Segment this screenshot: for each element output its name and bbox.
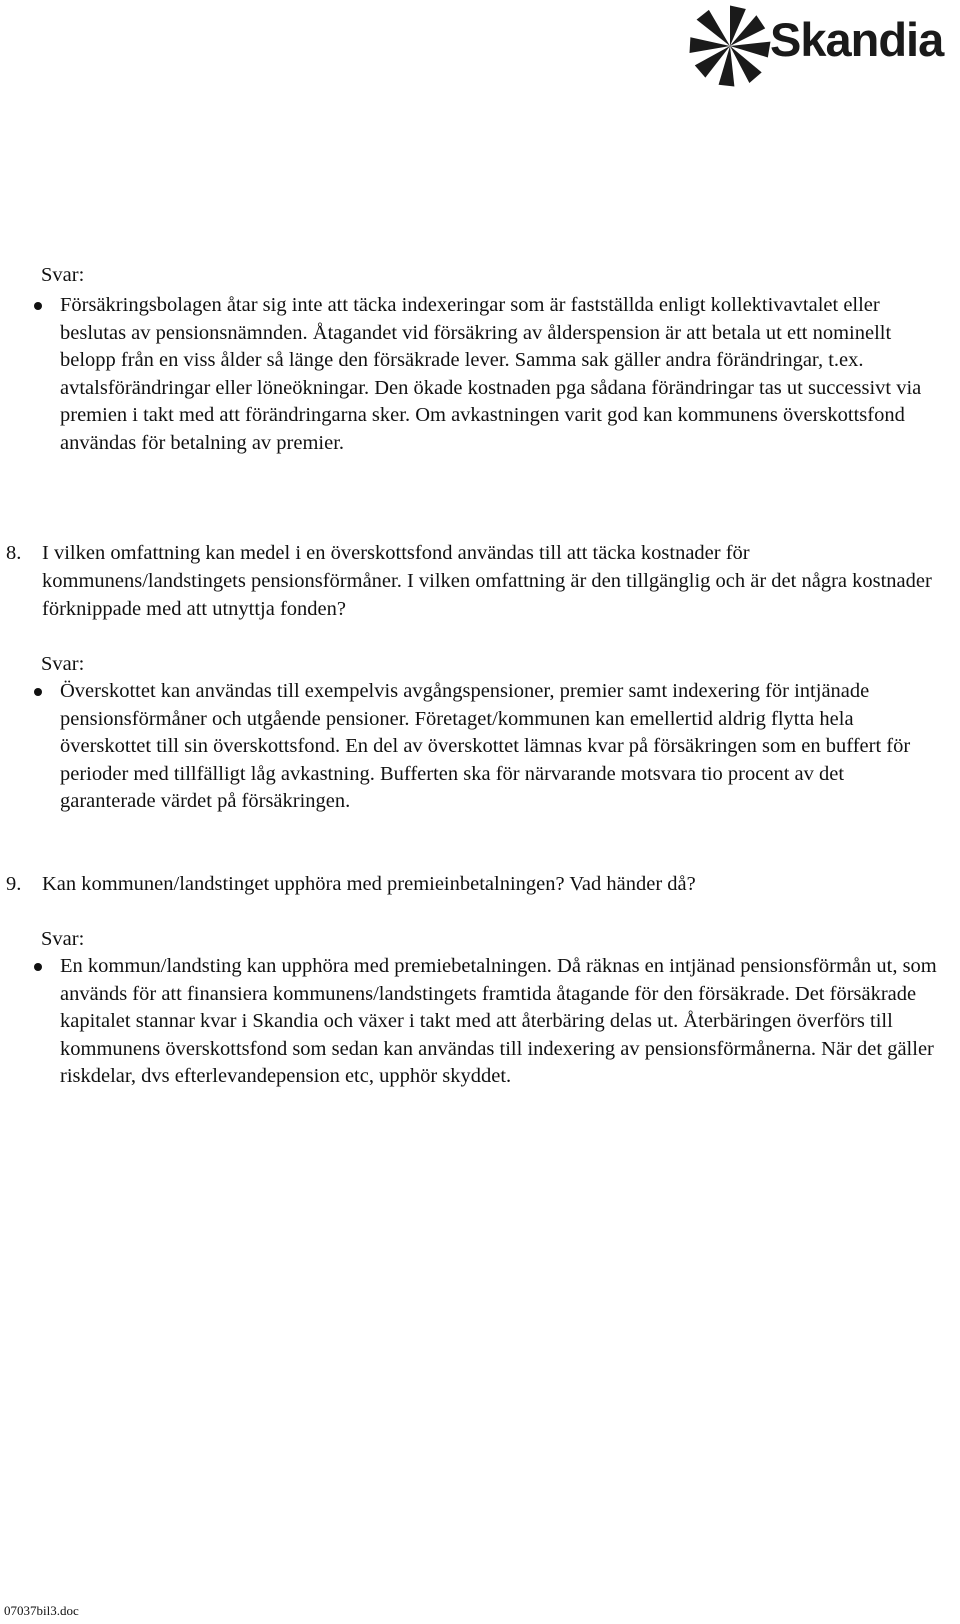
footer-filename: 07037bil3.doc [4, 1603, 79, 1618]
question-number: 8. [6, 542, 22, 564]
bullet-icon [34, 688, 42, 696]
bullet-icon [34, 963, 42, 971]
answer-text: Försäkringsbolagen åtar sig inte att täcka indexeringar som är fastställda enligt kollektivavtalet eller beslutas av pensionsnämnden. Åtagandet vid försäkring av ålderspension är att betala ut ett nominellt belopp från en viss ålder så länge den försäkrade lever. Samma sak gäller andra förändringar, t.ex. avtalsförändringar eller löneökningar. Den ökade kostnaden pga sådana förändringar tas ut successivt via premien i takt med att förändringarna sker. Om avkastningen varit god kan kommunens överskottsfond användas för betalning av premier. [60, 294, 922, 454]
answer-text: En kommun/landsting kan upphöra med premiebetalningen. Då räknas en intjänad pensionsförmån ut, som används för att finansiera kommunens/landstingets framtida åtagande för den försäkrade. Det försäkrade kapitalet stannar kvar i Skandia och växer i takt med att återbäring delas ut. Återbäringen överförs till kommunens överskottsfond som sedan kan användas till indexering av pensionsförmånerna. När det gäller riskdelar, dvs efterlevandepension etc, upphör skyddet. [60, 955, 937, 1088]
question-text: Kan kommunen/landstinget upphöra med premieinbetalningen? Vad händer då? [42, 873, 696, 895]
question-8 [0, 539, 940, 623]
answer-bullet [0, 953, 940, 1091]
svar-label: Svar: [41, 928, 85, 950]
logo-wordmark: Skandia [770, 13, 944, 66]
bullet-icon [34, 302, 42, 310]
answer-bullet [0, 678, 940, 816]
svar-label: Svar: [41, 264, 85, 286]
answer-bullet [0, 292, 940, 458]
skandia-logo [686, 2, 944, 90]
question-number: 9. [6, 873, 22, 895]
answer-text: Överskottet kan användas till exempelvis avgångspensioner, premier samt indexering för intjänade pensionsförmåner och utgående pensioner. Företaget/kommunen kan emellertid aldrig flytta hela överskottet till sin överskottsfond. En del av överskottet lämnas kvar på försäkringen som en buffert för perioder med tillfälligt låg avkastning. Bufferten ska för närvarande motsvara tio procent av det garanterade värdet på försäkringen. [60, 680, 911, 813]
question-9 [0, 870, 940, 898]
svar-label: Svar: [41, 653, 85, 675]
umbrella-logo-icon [686, 2, 774, 90]
question-text: I vilken omfattning kan medel i en överskottsfond användas till att täcka kostnader för kommunens/landstingets pensionsförmåner. I vilken omfattning är den tillgänglig och är det några kostnader förknippade med att utnyttja fonden? [42, 542, 932, 620]
